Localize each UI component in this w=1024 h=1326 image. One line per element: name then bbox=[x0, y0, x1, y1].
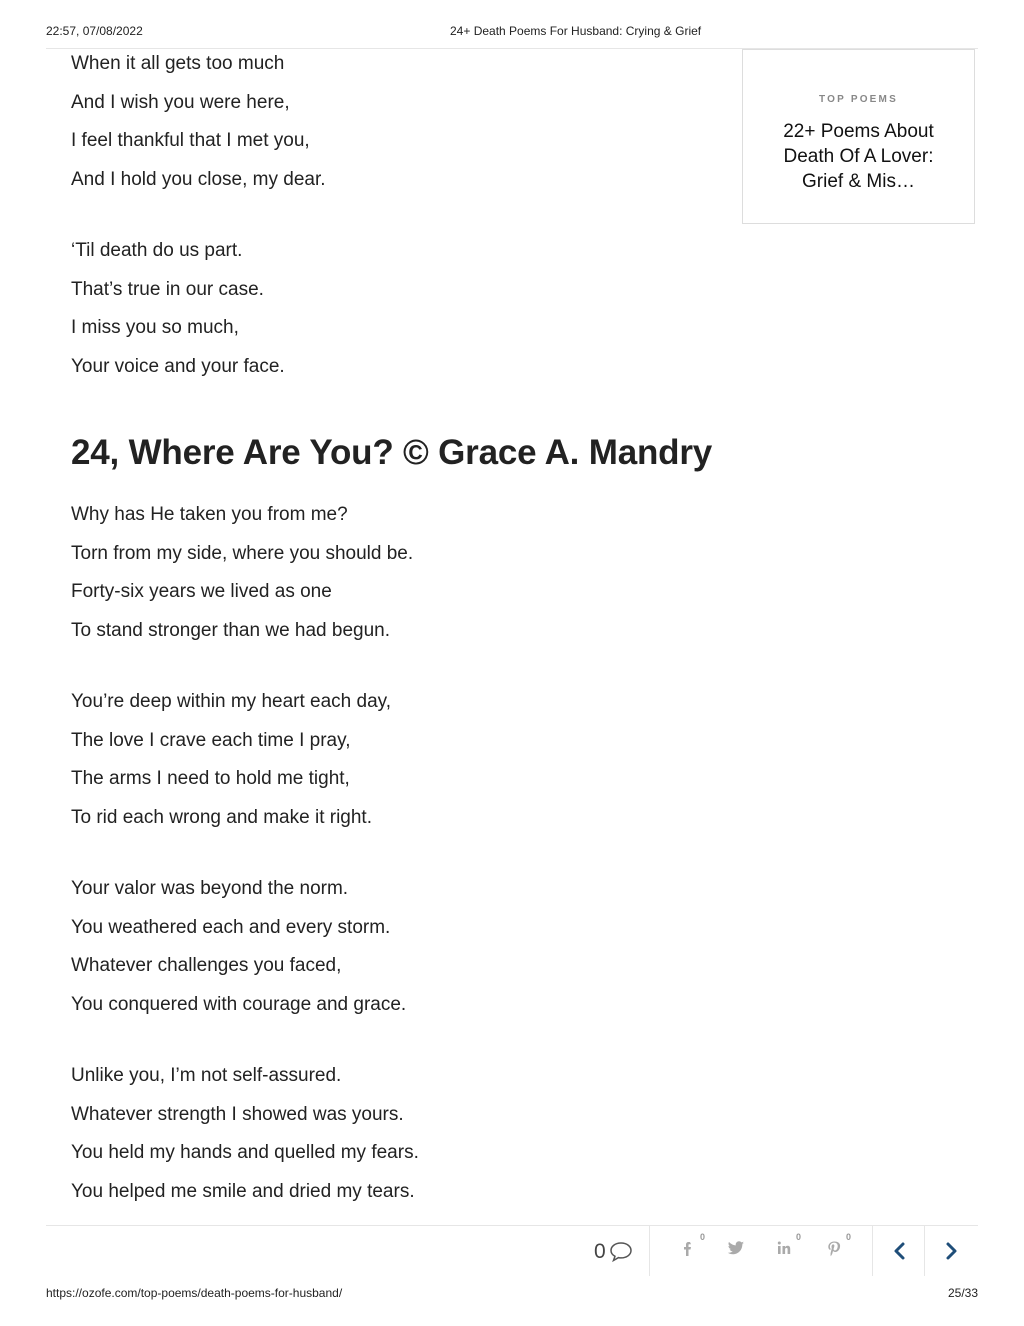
share-count: 0 bbox=[699, 1232, 705, 1242]
next-button[interactable] bbox=[939, 1239, 963, 1263]
comment-count: 0 bbox=[594, 1240, 606, 1263]
stanza bbox=[71, 1065, 419, 1203]
chevron-right-icon bbox=[939, 1239, 963, 1263]
page-number: 25/33 bbox=[947, 1286, 978, 1300]
share-count: 0 bbox=[795, 1232, 801, 1242]
poem-line: ‘Til death do us part. bbox=[71, 240, 243, 261]
stanza bbox=[71, 504, 413, 642]
print-timestamp: 22:57, 07/08/2022 bbox=[46, 24, 143, 38]
top-poems-widget bbox=[742, 49, 975, 224]
stanza bbox=[71, 240, 285, 378]
divider bbox=[649, 1226, 650, 1276]
poem-line: The love I crave each time I pray, bbox=[71, 729, 351, 751]
linkedin-icon bbox=[776, 1240, 792, 1256]
speech-bubble-icon bbox=[609, 1241, 633, 1263]
print-header bbox=[46, 24, 978, 40]
poem-line: Your valor was beyond the norm. bbox=[71, 878, 349, 899]
twitter-icon bbox=[727, 1240, 745, 1256]
stanza bbox=[71, 691, 391, 829]
chevron-left-icon bbox=[888, 1239, 912, 1263]
poem-line: I miss you so much, bbox=[71, 317, 239, 338]
stanza bbox=[71, 53, 326, 191]
poem-line: To stand stronger than we had begun. bbox=[71, 619, 391, 641]
poem-line: Unlike you, I’m not self-assured. bbox=[71, 1065, 342, 1086]
previous-button[interactable] bbox=[888, 1239, 912, 1263]
stanza bbox=[71, 878, 406, 1016]
poem-line: You helped me smile and dried my tears. bbox=[71, 1180, 415, 1202]
poem-line: Whatever strength I showed was yours. bbox=[71, 1103, 404, 1125]
poem-line: To rid each wrong and make it right. bbox=[71, 806, 372, 828]
poem-line: I feel thankful that I met you, bbox=[71, 130, 310, 151]
linkedin-share-button[interactable] bbox=[769, 1232, 801, 1264]
top-poems-label: TOP POEMS bbox=[819, 94, 898, 105]
poem-line: And I wish you were here, bbox=[71, 91, 290, 113]
poem-line: You conquered with courage and grace. bbox=[71, 993, 407, 1015]
facebook-share-button[interactable] bbox=[673, 1232, 705, 1264]
poem-line: You’re deep within my heart each day, bbox=[71, 691, 392, 712]
poem-line: The arms I need to hold me tight, bbox=[71, 768, 350, 789]
comments-button[interactable] bbox=[594, 1240, 633, 1264]
facebook-icon bbox=[681, 1240, 695, 1258]
poem-line: Whatever challenges you faced, bbox=[71, 955, 342, 976]
divider bbox=[924, 1226, 925, 1276]
poem-line: Torn from my side, where you should be. bbox=[71, 542, 414, 564]
poem-line: Why has He taken you from me? bbox=[71, 504, 348, 525]
poem-line: You held my hands and quelled my fears. bbox=[71, 1142, 419, 1163]
poem-line: That’s true in our case. bbox=[71, 278, 264, 300]
poem-line: You weathered each and every storm. bbox=[71, 916, 391, 938]
page-url: https://ozofe.com/top-poems/death-poems-for-husband/ bbox=[46, 1286, 343, 1300]
poem-line: When it all gets too much bbox=[71, 53, 285, 74]
share-count: 0 bbox=[845, 1232, 851, 1242]
divider bbox=[872, 1226, 873, 1276]
article-action-bar bbox=[46, 1226, 978, 1276]
top-poem-link[interactable]: 22+ Poems About Death Of A Lover: Grief & Mis… bbox=[783, 121, 934, 192]
poem-line: Forty-six years we lived as one bbox=[71, 581, 332, 602]
pinterest-share-button[interactable] bbox=[819, 1232, 851, 1264]
poem-line: Your voice and your face. bbox=[71, 355, 285, 377]
poem-heading: 24, Where Are You? © Grace A. Mandry bbox=[71, 433, 713, 472]
twitter-share-button[interactable] bbox=[721, 1240, 751, 1264]
poem-line: And I hold you close, my dear. bbox=[71, 168, 326, 190]
pinterest-icon bbox=[826, 1240, 842, 1258]
print-document-title: 24+ Death Poems For Husband: Crying & Grief bbox=[450, 24, 702, 38]
